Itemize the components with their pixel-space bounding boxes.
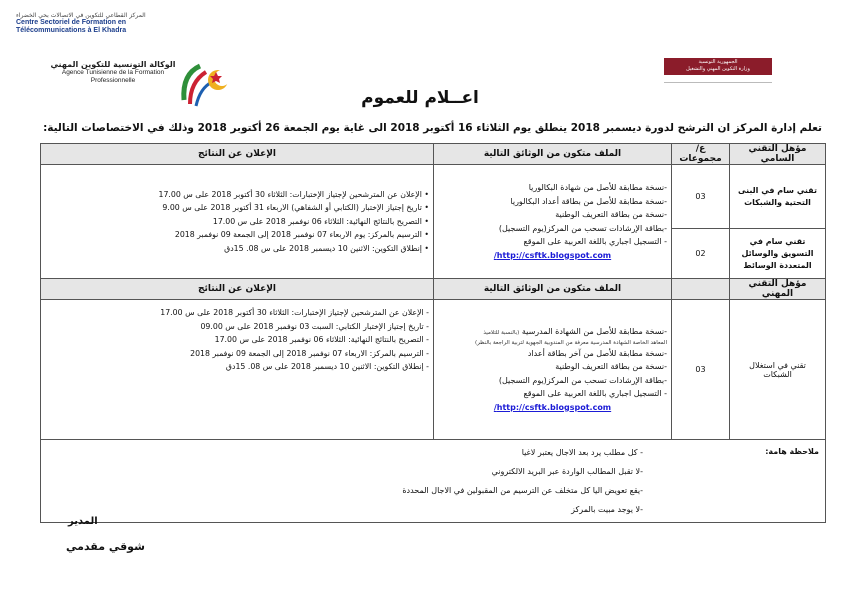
note-item: -لا تقبل المطالب الواردة عبر البريد الالكتروني bbox=[491, 467, 643, 476]
header-results: الإعلان عن النتائج bbox=[41, 279, 434, 300]
specialty-cell: تقني في استغلال الشبكات bbox=[730, 300, 826, 440]
result-item: - التصريح بالنتائج النهائية: الثلاثاء 06 نوفمبر 2018 على س 17.00 bbox=[214, 335, 429, 344]
groups-cell: 03 bbox=[672, 300, 730, 440]
doc-small-note: المعاهد الخاصة الشهادة المدرسية معرفة من المندوبية الجهوية لتربية الراجعة بالنظر) bbox=[474, 339, 667, 346]
specialty-cell: تقني سام في التسويق والوسائل المتعددة الوسائط bbox=[730, 229, 826, 279]
atfp-logo bbox=[178, 60, 234, 110]
table-row bbox=[41, 165, 826, 229]
result-item: • التصريح بالنتائج النهائية: الثلاثاء 06 نوفمبر 2018 على س 17.00 bbox=[212, 216, 429, 226]
doc-item: -نسخة مطابقة للأصل من شهادة البكالوريا bbox=[528, 183, 667, 192]
header-qualification: مؤهل التقني السامي bbox=[730, 144, 826, 165]
section1-header-row bbox=[41, 144, 826, 165]
ministry-divider bbox=[664, 82, 772, 83]
results-cell bbox=[41, 300, 434, 440]
header-documents: الملف متكون من الوثائق التالية bbox=[434, 279, 672, 300]
centre-header bbox=[16, 12, 186, 35]
doc-item: -نسخة من بطاقة التعريف الوطنية bbox=[555, 210, 667, 219]
header-qualification: مؤهل التقني المهني bbox=[730, 279, 826, 300]
header-groups: ع/مجموعات bbox=[672, 144, 730, 165]
centre-name-fr-1: Centre Sectoriel de Formation en bbox=[16, 19, 127, 26]
specialties-table bbox=[40, 143, 826, 523]
notes-label: ملاحظة هامة: bbox=[765, 447, 819, 456]
documents-cell bbox=[434, 165, 672, 279]
doc-item: -بطاقة الإرشادات تسحب من المركز(يوم التسجيل) bbox=[498, 223, 667, 233]
table-row bbox=[41, 300, 826, 440]
result-item: • تاريخ إجتياز الإختبار (الكتابي أو الشفاهي) الاربعاء 31 أكتوبر 2018 على س 9.00 bbox=[162, 203, 429, 213]
ministry-line-1: الجمهورية التونسية bbox=[698, 59, 738, 65]
doc-item: -نسخة مطابقة للأصل من آخر بطاقة أعداد bbox=[527, 348, 667, 358]
doc-item: -نسخة مطابقة للأصل من الشهادة المدرسية (بالنسبة للتلاميذ bbox=[483, 327, 667, 336]
result-item: • الترسيم بالمركز: يوم الاربعاء 07 نوفمبر 2018 إلى الجمعة 09 نوفمبر 2018 bbox=[174, 230, 429, 240]
website-link[interactable]: http://csftk.blogspot.com/ bbox=[493, 250, 612, 260]
result-item: • الإعلان عن المترشحين لإجتياز الإختبارات: الثلاثاء 30 أكتوبر 2018 على س 17.00 bbox=[158, 189, 429, 199]
agency-name-fr-1: Agence Tunisienne de la Formation bbox=[61, 69, 165, 76]
notes-row bbox=[41, 440, 826, 523]
agency-name-ar: الوكالة التونسية للتكوين المهني bbox=[50, 60, 176, 69]
header-documents: الملف متكون من الوثائق التالية bbox=[434, 144, 672, 165]
results-cell bbox=[41, 165, 434, 279]
intro-text: تعلم إدارة المركز ان الترشح لدورة ديسمبر 2018 ينطلق يوم الثلاثاء 16 أكتوبر 2018 الى غاية يوم الجمعة 26 أكتوبر 2018 وذلك في الاختصاصات التالية: bbox=[43, 122, 822, 134]
header-groups bbox=[672, 279, 730, 300]
centre-name-fr-2: Télécommunications à El Khadra bbox=[16, 27, 127, 34]
groups-cell: 03 bbox=[672, 165, 730, 229]
website-link[interactable]: http://csftk.blogspot.com/ bbox=[493, 402, 612, 412]
documents-cell bbox=[434, 300, 672, 440]
doc-small-note: (بالنسبة للتلاميذ bbox=[483, 330, 520, 336]
note-item: - كل مطلب يرد بعد الاجال يعتبر لاغيا bbox=[521, 448, 643, 457]
agency-name-fr-2: Professionnelle bbox=[90, 77, 136, 84]
doc-item: - التسجيل اجباري باللغة العربية على الموقع bbox=[523, 237, 667, 246]
result-item: - تاريخ إجتياز الإختبار الكتابي: السبت 03 نوفمبر 2018 على س 09.00 bbox=[200, 321, 429, 331]
header-results: الإعلان عن النتائج bbox=[41, 144, 434, 165]
result-item: - الترسيم بالمركز: الاربعاء 07 نوفمبر 2018 إلى الجمعة 09 نوفمبر 2018 bbox=[190, 348, 429, 358]
result-item: • إنطلاق التكوين: الاثنين 10 ديسمبر 2018 على س 08. 15دق bbox=[224, 243, 429, 253]
doc-item: -بطاقة الإرشادات تسحب من المركز(يوم التسجيل) bbox=[498, 375, 667, 385]
notes-cell bbox=[41, 440, 826, 523]
note-item: -لا يوجد مبيت بالمركز bbox=[571, 505, 643, 514]
signature-name: شوقي مقدمي bbox=[66, 540, 145, 553]
section2-header-row bbox=[41, 279, 826, 300]
ministry-line-2: وزارة التكوين المهني والتشغيل bbox=[686, 66, 750, 72]
centre-name-ar: المركز القطاعي للتكوين في الاتصالات بحي الخضراء bbox=[16, 12, 146, 19]
doc-item: -نسخة من بطاقة التعريف الوطنية bbox=[555, 362, 667, 371]
signature-role: المدير bbox=[68, 516, 98, 527]
result-item: - إنطلاق التكوين: الاثنين 10 ديسمبر 2018 على س 08. 15دق bbox=[225, 362, 429, 371]
doc-item: - التسجيل اجباري باللغة العربية على الموقع bbox=[523, 389, 667, 398]
agency-block bbox=[38, 60, 188, 85]
page-title: اعــلام للعموم bbox=[361, 88, 479, 108]
note-item: -يقع تعويض اليا كل متخلف عن الترسيم من المقبولين في الاجال المحددة bbox=[402, 486, 643, 495]
ministry-banner bbox=[664, 58, 772, 75]
result-item: - الإعلان عن المترشحين لإجتياز الإختبارات: الثلاثاء 30 أكتوبر 2018 على س 17.00 bbox=[160, 308, 429, 317]
groups-cell: 02 bbox=[672, 229, 730, 279]
doc-item: -نسخة مطابقة للأصل من بطاقة أعداد البكالوريا bbox=[510, 196, 667, 206]
specialty-cell: تقني سام في البنى التحتية والشبكات bbox=[730, 165, 826, 229]
